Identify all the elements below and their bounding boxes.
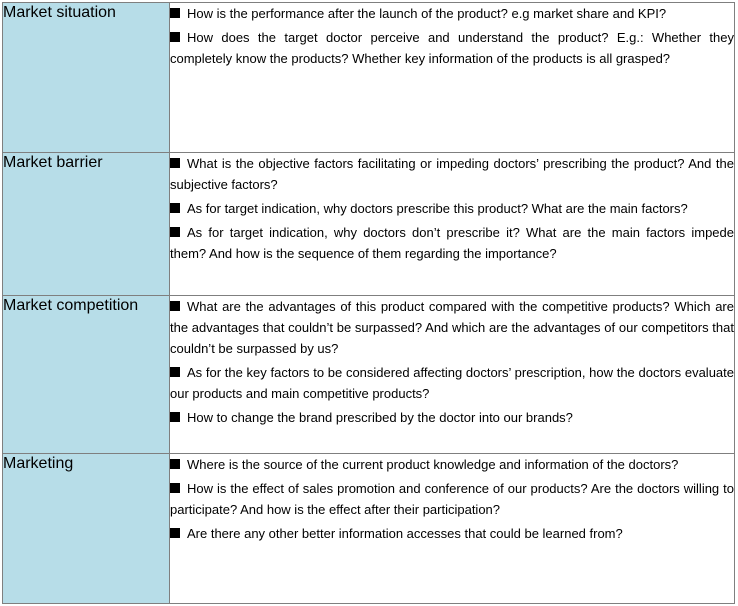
square-bullet-icon: [170, 412, 180, 422]
question-item: [170, 454, 734, 475]
question-text: How does the target doctor perceive and understand the product? E.g.: Whether they completely know the products? Whether key information of the products is all grasped?: [170, 30, 734, 66]
question-text: As for target indication, why doctors prescribe this product? What are the main factors?: [187, 201, 688, 216]
square-bullet-icon: [170, 8, 180, 18]
question-item: [170, 407, 734, 428]
section-row-market-competition: [3, 296, 735, 454]
question-item: [170, 296, 734, 359]
section-label: Market competition: [3, 296, 170, 454]
section-row-market-situation: [3, 3, 735, 153]
section-questions: [170, 296, 735, 454]
question-text: Where is the source of the current product knowledge and information of the doctors?: [187, 457, 679, 472]
question-item: [170, 153, 734, 195]
question-item: [170, 222, 734, 264]
section-questions: [170, 153, 735, 296]
square-bullet-icon: [170, 203, 180, 213]
section-label: Market situation: [3, 3, 170, 153]
question-item: [170, 523, 734, 544]
square-bullet-icon: [170, 367, 180, 377]
question-item: [170, 198, 734, 219]
square-bullet-icon: [170, 483, 180, 493]
square-bullet-icon: [170, 459, 180, 469]
question-text: What is the objective factors facilitating or impeding doctors’ prescribing the product? And the subjective factors?: [170, 156, 734, 192]
question-text: As for target indication, why doctors don’t prescribe it? What are the main factors impede them? And how is the sequence of them regarding the importance?: [170, 225, 734, 261]
question-item: [170, 27, 734, 69]
question-text: As for the key factors to be considered affecting doctors’ prescription, how the doctors evaluate our products and main competitive products?: [170, 365, 734, 401]
question-text: How to change the brand prescribed by the doctor into our brands?: [187, 410, 573, 425]
question-item: [170, 3, 734, 24]
question-text: How is the effect of sales promotion and conference of our products? Are the doctors willing to participate? And how is the effect after their participation?: [170, 481, 734, 517]
square-bullet-icon: [170, 528, 180, 538]
square-bullet-icon: [170, 301, 180, 311]
question-item: [170, 478, 734, 520]
question-text: Are there any other better information accesses that could be learned from?: [187, 526, 623, 541]
section-label: Market barrier: [3, 153, 170, 296]
square-bullet-icon: [170, 227, 180, 237]
section-questions: [170, 454, 735, 604]
question-text: What are the advantages of this product compared with the competitive products? Which are the advantages that couldn’t be surpassed? And which are the advantages of our competitors that couldn’t be surpassed by us?: [170, 299, 734, 356]
question-text: How is the performance after the launch of the product? e.g market share and KPI?: [187, 6, 667, 21]
section-questions: [170, 3, 735, 153]
section-row-marketing: [3, 454, 735, 604]
square-bullet-icon: [170, 158, 180, 168]
section-label: Marketing: [3, 454, 170, 604]
section-row-market-barrier: [3, 153, 735, 296]
question-table: [2, 2, 735, 604]
square-bullet-icon: [170, 32, 180, 42]
question-item: [170, 362, 734, 404]
